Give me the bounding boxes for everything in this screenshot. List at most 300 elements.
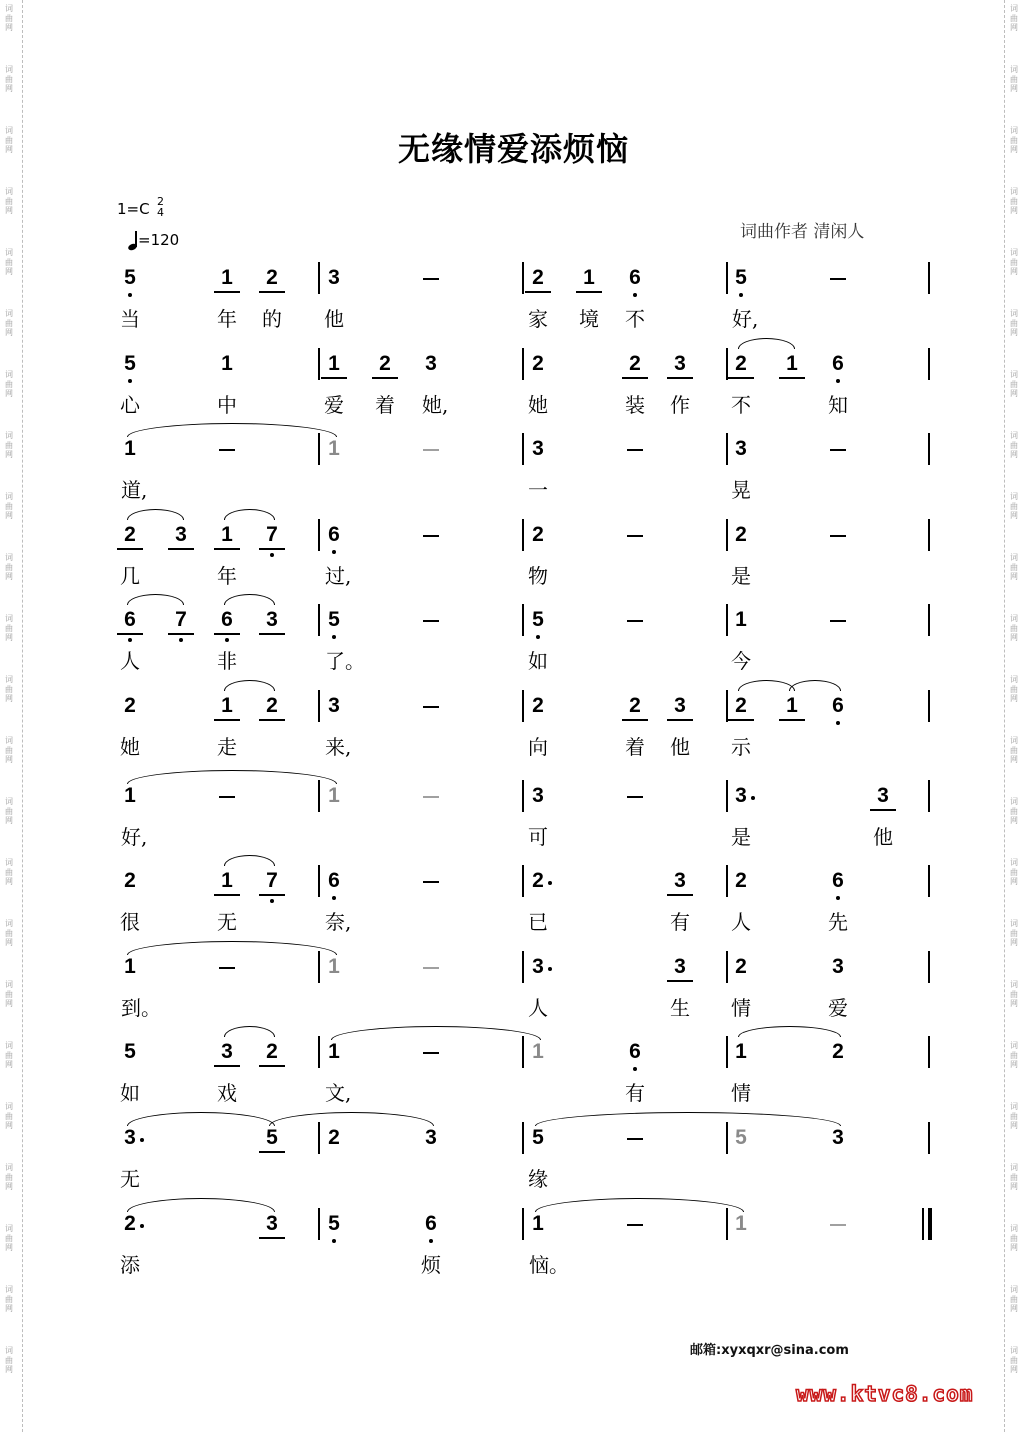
watermark-char: 曲 [1010, 13, 1018, 23]
note: 1 [786, 351, 798, 375]
watermark-char: 网 [1010, 23, 1018, 32]
watermark-char: 网 [1010, 572, 1018, 581]
note: 6 [328, 869, 340, 893]
note: 1 [328, 351, 340, 375]
lyric: 来, [325, 735, 352, 759]
low-octave-dot [429, 1239, 433, 1243]
watermark-char: 词 [1010, 553, 1018, 562]
augmentation-dot [140, 1224, 144, 1228]
sustain-dash [423, 1052, 439, 1054]
eighth-underline [667, 894, 693, 896]
sustain-dash [627, 449, 643, 451]
watermark-mark [0, 492, 18, 521]
lyric: 年 [217, 307, 237, 331]
composer-credit: 词曲作者 清闲人 [740, 222, 865, 242]
watermark-mark [1005, 187, 1023, 216]
barline [726, 604, 728, 636]
watermark-char: 曲 [5, 196, 13, 206]
watermark-char: 曲 [5, 257, 13, 267]
note: 2 [735, 954, 747, 978]
note: 2 [629, 694, 641, 717]
watermark-char: 词 [1010, 431, 1018, 440]
watermark-char: 网 [1010, 84, 1018, 93]
eighth-underline [168, 548, 194, 550]
watermark-char: 曲 [1010, 989, 1018, 999]
watermark-char: 词 [5, 126, 13, 135]
lyric: 中 [217, 392, 237, 417]
lyric: 境 [579, 307, 599, 331]
note: 3 [124, 1126, 136, 1149]
watermark-mark [0, 1346, 18, 1375]
watermark-char: 网 [5, 145, 13, 154]
note: 2 [735, 869, 747, 893]
barline [522, 433, 524, 465]
barline [318, 348, 320, 380]
watermark-char: 词 [5, 1163, 13, 1172]
lyric: 是 [731, 563, 751, 588]
augmentation-dot [140, 1138, 144, 1142]
watermark-char: 曲 [5, 1233, 13, 1243]
lyric: 道, [121, 478, 148, 503]
note: 2 [532, 522, 544, 546]
watermark-char: 词 [1010, 248, 1018, 257]
slur-arc [127, 509, 184, 520]
slur-arc [738, 338, 795, 349]
barline [318, 1036, 320, 1068]
note: 2 [124, 869, 136, 893]
lyric: 他 [670, 735, 690, 759]
right-margin-watermark [1004, 0, 1027, 1432]
barline [318, 604, 320, 636]
watermark-mark [0, 736, 18, 765]
lyric: 无 [120, 1167, 140, 1191]
note: 2 [735, 522, 747, 546]
watermark-char: 网 [5, 1121, 13, 1130]
low-octave-dot [225, 638, 229, 642]
watermark-char: 词 [5, 614, 13, 623]
eighth-underline [214, 719, 240, 721]
watermark-char: 曲 [1010, 196, 1018, 206]
lyric: 作 [670, 392, 690, 417]
lyric: 的 [262, 307, 282, 331]
watermark-mark [1005, 492, 1023, 521]
watermark-char: 词 [1010, 1285, 1018, 1294]
note: 1 [221, 522, 233, 546]
watermark-mark [0, 553, 18, 582]
barline [318, 433, 320, 465]
slur-arc [127, 770, 337, 784]
watermark-mark [1005, 431, 1023, 460]
watermark-char: 网 [5, 877, 13, 886]
barline [928, 262, 930, 294]
sustain-dash [423, 706, 439, 708]
barline [522, 519, 524, 551]
lyric: 情 [731, 995, 751, 1020]
watermark-char: 网 [1010, 267, 1018, 276]
barline [928, 1122, 930, 1154]
lyric: 知 [828, 392, 848, 417]
time-signature [157, 196, 164, 218]
watermark-mark [1005, 4, 1023, 33]
watermark-mark [0, 1224, 18, 1253]
lyric: 向 [528, 735, 548, 759]
eighth-underline [622, 719, 648, 721]
barline [726, 865, 728, 897]
watermark-char: 网 [1010, 1243, 1018, 1252]
watermark-mark [0, 309, 18, 338]
watermark-char: 曲 [5, 989, 13, 999]
eighth-underline [576, 291, 602, 293]
quarter-note-icon [128, 231, 138, 251]
slur-arc [127, 423, 337, 437]
note: 5 [124, 1040, 136, 1064]
barline [318, 690, 320, 722]
barline [522, 1208, 524, 1240]
slur-arc [127, 1112, 275, 1126]
watermark-char: 词 [1010, 309, 1018, 318]
sustain-dash [423, 881, 439, 883]
watermark-char: 网 [5, 694, 13, 703]
eighth-underline [117, 633, 143, 635]
watermark-char: 词 [5, 858, 13, 867]
watermark-char: 网 [1010, 877, 1018, 886]
slur-arc [738, 680, 795, 691]
note: 7 [266, 869, 278, 893]
eighth-underline [214, 1065, 240, 1067]
lyric: 不 [625, 307, 645, 331]
low-octave-dot [332, 635, 336, 639]
note: 1 [124, 783, 136, 807]
lyric: 着 [625, 735, 645, 759]
watermark-char: 词 [5, 675, 13, 684]
watermark-mark [1005, 248, 1023, 277]
watermark-char: 曲 [1010, 928, 1018, 938]
note: 5 [124, 351, 136, 375]
lyric: 如 [528, 649, 548, 674]
sustain-dash [423, 796, 439, 798]
note: 6 [832, 869, 844, 893]
eighth-underline [214, 894, 240, 896]
watermark-char: 网 [5, 206, 13, 215]
lyric: 非 [217, 649, 237, 674]
lyric: 心 [120, 392, 140, 417]
sustain-dash [423, 278, 439, 280]
note: 1 [328, 954, 340, 978]
watermark-char: 网 [5, 633, 13, 642]
slur-arc [224, 680, 275, 691]
note: 1 [221, 266, 233, 289]
watermark-char: 网 [5, 1060, 13, 1069]
watermark-char: 网 [5, 938, 13, 947]
watermark-char: 曲 [1010, 806, 1018, 816]
watermark-char: 网 [1010, 1182, 1018, 1191]
watermark-char: 词 [5, 248, 13, 257]
watermark-char: 词 [1010, 1163, 1018, 1172]
note: 1 [328, 1040, 340, 1064]
email-contact [690, 1339, 849, 1358]
watermark-char: 词 [1010, 736, 1018, 745]
lyric: 爱 [828, 995, 848, 1020]
barline [928, 1036, 930, 1068]
lyric: 缘 [528, 1167, 548, 1191]
watermark-mark [1005, 553, 1023, 582]
lyric: 人 [120, 649, 140, 674]
watermark-char: 曲 [5, 1172, 13, 1182]
watermark-char: 网 [5, 1182, 13, 1191]
eighth-underline [667, 719, 693, 721]
lyric: 他 [324, 307, 344, 331]
sustain-dash [423, 535, 439, 537]
note: 3 [532, 783, 544, 807]
note: 2 [532, 266, 544, 289]
note: 3 [328, 694, 340, 717]
low-octave-dot [270, 899, 274, 903]
sustain-dash [627, 620, 643, 622]
note: 1 [328, 783, 340, 807]
sustain-dash [423, 449, 439, 451]
watermark-mark [1005, 370, 1023, 399]
note: 7 [175, 608, 187, 632]
eighth-underline [259, 1151, 285, 1153]
sustain-dash [627, 1224, 643, 1226]
lyric: 到。 [121, 995, 161, 1020]
watermark-char: 网 [1010, 1121, 1018, 1130]
note: 3 [532, 954, 544, 978]
low-octave-dot [128, 638, 132, 642]
note: 2 [328, 1126, 340, 1149]
note: 6 [629, 1040, 641, 1064]
barline [928, 865, 930, 897]
watermark-char: 网 [5, 999, 13, 1008]
lyric: 已 [528, 910, 548, 935]
eighth-underline [259, 548, 285, 550]
watermark-mark [1005, 919, 1023, 948]
watermark-char: 曲 [1010, 867, 1018, 877]
watermark-char: 词 [1010, 187, 1018, 196]
watermark-char: 曲 [1010, 379, 1018, 389]
email-address: xyxqxr@sina.com [721, 1343, 849, 1358]
watermark-char: 词 [1010, 126, 1018, 135]
watermark-char: 曲 [5, 1294, 13, 1304]
watermark-mark [1005, 1285, 1023, 1314]
watermark-char: 曲 [5, 1111, 13, 1121]
lyric: 是 [731, 824, 751, 849]
note: 5 [735, 266, 747, 289]
barline [522, 690, 524, 722]
note: 2 [532, 694, 544, 717]
lyric: 很 [120, 910, 140, 935]
watermark-char: 网 [5, 572, 13, 581]
eighth-underline [870, 809, 896, 811]
slur-arc [535, 1112, 841, 1126]
watermark-char: 曲 [1010, 1233, 1018, 1243]
low-octave-dot [633, 293, 637, 297]
watermark-char: 词 [5, 553, 13, 562]
barline [318, 1208, 320, 1240]
sustain-dash [627, 535, 643, 537]
watermark-mark [0, 1163, 18, 1192]
lyric: 人 [528, 995, 548, 1020]
watermark-char: 曲 [1010, 1172, 1018, 1182]
eighth-underline [321, 377, 347, 379]
sustain-dash [830, 449, 846, 451]
watermark-char: 曲 [5, 684, 13, 694]
key-label: 1=C [117, 200, 150, 218]
watermark-char: 曲 [1010, 74, 1018, 84]
barline [726, 262, 728, 294]
barline [726, 1122, 728, 1154]
note: 6 [425, 1211, 437, 1235]
watermark-char: 词 [5, 431, 13, 440]
barline [318, 1122, 320, 1154]
note: 6 [832, 351, 844, 375]
barline [726, 690, 728, 722]
lyric: 年 [217, 563, 237, 588]
eighth-underline [214, 291, 240, 293]
augmentation-dot [548, 967, 552, 971]
watermark-char: 网 [1010, 450, 1018, 459]
watermark-char: 曲 [1010, 562, 1018, 572]
sustain-dash [627, 796, 643, 798]
watermark-char: 词 [1010, 492, 1018, 501]
watermark-char: 曲 [5, 623, 13, 633]
note: 3 [674, 869, 686, 893]
note: 1 [221, 351, 233, 375]
watermark-char: 曲 [1010, 135, 1018, 145]
sustain-dash [830, 278, 846, 280]
barline [522, 951, 524, 983]
watermark-mark [0, 797, 18, 826]
watermark-mark [0, 1285, 18, 1314]
low-octave-dot [836, 721, 840, 725]
watermark-char: 曲 [1010, 1050, 1018, 1060]
sustain-dash [830, 535, 846, 537]
barline [726, 1036, 728, 1068]
watermark-char: 曲 [5, 745, 13, 755]
low-octave-dot [332, 1239, 336, 1243]
watermark-char: 网 [1010, 389, 1018, 398]
watermark-char: 网 [5, 23, 13, 32]
note: 2 [124, 522, 136, 546]
lyric: 装 [625, 392, 645, 417]
sustain-dash [219, 449, 235, 451]
watermark-char: 网 [1010, 694, 1018, 703]
watermark-mark [1005, 309, 1023, 338]
watermark-char: 曲 [1010, 745, 1018, 755]
low-octave-dot [179, 638, 183, 642]
watermark-char: 网 [5, 450, 13, 459]
watermark-char: 曲 [5, 1050, 13, 1060]
note: 3 [425, 351, 437, 375]
watermark-char: 网 [1010, 938, 1018, 947]
low-octave-dot [128, 379, 132, 383]
note: 1 [328, 437, 340, 461]
low-octave-dot [633, 1067, 637, 1071]
watermark-char: 词 [5, 1224, 13, 1233]
watermark-char: 网 [5, 816, 13, 825]
watermark-char: 网 [5, 84, 13, 93]
sustain-dash [219, 967, 235, 969]
watermark-char: 词 [5, 980, 13, 989]
note: 3 [674, 351, 686, 375]
note: 2 [735, 694, 747, 717]
lyric: 物 [528, 563, 548, 588]
watermark-char: 词 [1010, 675, 1018, 684]
watermark-mark [1005, 1346, 1023, 1375]
note: 2 [266, 266, 278, 289]
eighth-underline [214, 633, 240, 635]
lyric: 示 [731, 735, 751, 759]
time-signature-numerator: 2 [157, 195, 164, 208]
lyric: 有 [625, 1081, 645, 1106]
eighth-underline [259, 1065, 285, 1067]
barline [522, 1036, 524, 1068]
lyric: 可 [528, 824, 548, 849]
sustain-dash [423, 620, 439, 622]
barline [522, 1122, 524, 1154]
watermark-char: 网 [1010, 328, 1018, 337]
watermark-mark [0, 614, 18, 643]
slur-arc [224, 1026, 275, 1037]
watermark-mark [1005, 797, 1023, 826]
note: 2 [266, 694, 278, 717]
watermark-mark [1005, 614, 1023, 643]
watermark-mark [0, 4, 18, 33]
lyric: 恼。 [529, 1252, 569, 1277]
watermark-char: 词 [1010, 65, 1018, 74]
watermark-char: 曲 [5, 1355, 13, 1365]
lyric: 一 [528, 478, 548, 503]
note: 3 [735, 783, 747, 807]
watermark-mark [0, 65, 18, 94]
note: 5 [328, 608, 340, 632]
eighth-underline [667, 377, 693, 379]
watermark-char: 词 [5, 492, 13, 501]
sustain-dash [830, 1224, 846, 1226]
low-octave-dot [739, 293, 743, 297]
watermark-mark [1005, 736, 1023, 765]
barline [928, 690, 930, 722]
lyric: 她 [528, 392, 548, 417]
watermark-char: 曲 [1010, 1355, 1018, 1365]
note: 2 [532, 869, 544, 893]
lyric: 烦 [421, 1252, 441, 1277]
slur-arc [224, 855, 275, 866]
low-octave-dot [536, 635, 540, 639]
website-logo[interactable]: www.ktvc8.com [796, 1382, 974, 1406]
watermark-char: 词 [1010, 797, 1018, 806]
watermark-char: 曲 [5, 74, 13, 84]
barline [318, 262, 320, 294]
watermark-char: 网 [1010, 1304, 1018, 1313]
note: 3 [877, 783, 889, 807]
watermark-mark [1005, 1224, 1023, 1253]
watermark-char: 曲 [1010, 501, 1018, 511]
watermark-mark [0, 431, 18, 460]
tempo-value: =120 [138, 231, 180, 249]
eighth-underline [117, 548, 143, 550]
lyric: 着 [375, 392, 395, 417]
eighth-underline [622, 377, 648, 379]
watermark-mark [1005, 1102, 1023, 1131]
watermark-char: 网 [5, 1365, 13, 1374]
note: 3 [266, 608, 278, 632]
watermark-mark [0, 1102, 18, 1131]
watermark-mark [0, 858, 18, 887]
watermark-mark [1005, 65, 1023, 94]
note: 5 [328, 1211, 340, 1235]
eighth-underline [259, 633, 285, 635]
